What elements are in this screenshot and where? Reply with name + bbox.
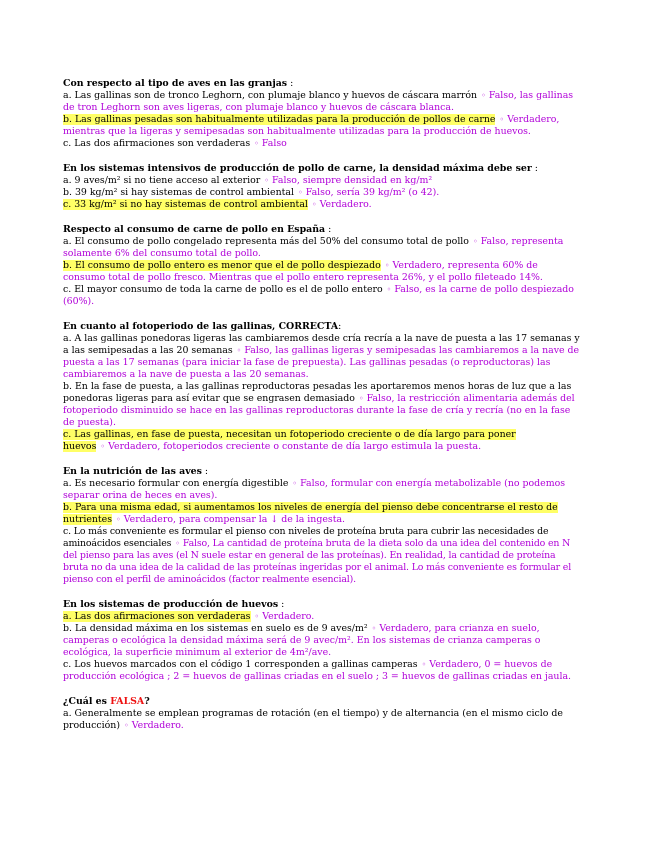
option-b: b. La densidad máxima en los sistemas en suelo es de 9 aves/m²◦ Verdadero, para crianza en suelo, camperas o ecológica la densidad máxima será de 9 avec/m². En los sistemas de crianza camperas o ecológica, la superficie minimum al exterior de 4m²/ave. [63,623,583,659]
question-5: En la nutrición de las aves : a. Es necesario formular con energía digestible◦ Falso, formular con energía metabolizable (no podemos separar orina de heces en aves). b. Para una misma edad, si aumentamos los niveles de energía del pienso debe concentrarse el resto de nutrientes◦ Verdadero, para compensar la ↓ de la ingesta. c. Lo más conveniente es formular el pienso con niveles de proteína bruta para cubrir las necesidades de aminoácidos esenciales◦ Falso, La cantidad de proteína bruta de la dieta solo da una idea del contenido en N del pienso para las aves (el N suele estar en general de las proteínas). En realidad, la cantidad de proteína bruta no da una idea de la calidad de las proteínas ingeridas por el animal. Lo más conveniente es formular el pienso con el perfil de aminoácidos (factor realmente esencial). [63,466,583,586]
answer-text: ◦ Verdadero, representa 60% de consumo total de pollo fresco. Mientras que el pollo entero representa 26%, y el pollo fileteado 14%. [63,260,543,283]
option-b: b. 39 kg/m² si hay sistemas de control ambiental◦ Falso, sería 39 kg/m² (o 42). [63,187,583,199]
question-3: Respecto al consumo de carne de pollo en España : a. El consumo de pollo congelado representa más del 50% del consumo total de pollo◦ Falso, representa solamente 6% del consumo total de pollo. b. El consumo de pollo entero es menor que el de pollo despiezado◦ Verdadero, representa 60% de consumo total de pollo fresco. Mientras que el pollo entero representa 26%, y el pollo fileteado 14%. c. El mayor consumo de toda la carne de pollo es el de pollo entero◦ Falso, es la carne de pollo despiezado (60%). [63,224,583,308]
answer-text: ◦ Falso, las gallinas de tron Leghorn son aves ligeras, con plumaje blanco y huevos de cáscara blanca. [63,90,573,113]
answer-text: ◦ Verdadero, 0 = huevos de producción ecológica ; 2 = huevos de gallinas criadas en el suelo ; 3 = huevos de gallinas criadas en jaula. [63,659,571,682]
option-c: c. 33 kg/m² si no hay sistemas de control ambiental◦ Verdadero. [63,199,583,211]
option-c: c. Lo más conveniente es formular el pienso con niveles de proteína bruta para cubrir las necesidades de aminoácidos esenciales◦ Falso, La cantidad de proteína bruta de la dieta solo da una idea del contenido en N del pienso para las aves (el N suele estar en general de las proteínas). En realidad, la cantidad de proteína bruta no da una idea de la calidad de las proteínas ingeridas por el animal. Lo más conveniente es formular el pienso con el perfil de aminoácidos (factor realmente esencial). [63,526,583,586]
question-title: En la nutrición de las aves [63,466,202,477]
answer-text: ◦ Falso, representa solamente 6% del consumo total de pollo. [63,236,563,259]
answer-text: ◦ Falso, la restricción alimentaria además del fotoperiodo disminuido se hace en las gallinas reproductoras durante la fase de cría y recría (no en la fase de puesta). [63,393,575,428]
question-title: En cuanto al fotoperiodo de las gallinas, CORRECTA [63,321,339,332]
answer-text: ◦ Verdadero, para compensar la ↓ de la ingesta. [112,514,345,525]
answer-text: ◦ Falso, La cantidad de proteína bruta de la dieta solo da una idea del contenido en N del pienso para las aves (el N suele estar en general de las proteínas). En realidad, la cantidad de proteína bruta no da una idea de la calidad de las proteínas ingeridas por el animal. Lo más conveniente es formular el pienso con el perfil de aminoácidos (factor realmente esencial). [63,538,571,585]
question-title: En los sistemas de producción de huevos [63,599,279,610]
answer-text: ◦ Falso, siempre densidad en kg/m² [260,175,432,186]
question-7: ¿Cuál es FALSA? a. Generalmente se emplean programas de rotación (en el tiempo) y de alternancia (en el mismo ciclo de producción)◦ Verdadero. [63,696,583,732]
question-title: Respecto al consumo de carne de pollo en España [63,224,326,235]
question-title: Con respecto al tipo de aves en las granjas [63,78,288,89]
question-2: En los sistemas intensivos de producción de pollo de carne, la densidad máxima debe ser : a. 9 aves/m² si no tiene acceso al exterior◦ Falso, siempre densidad en kg/m² b. 39 kg/m² si hay sistemas de control ambiental◦ Falso, sería 39 kg/m² (o 42). c. 33 kg/m² si no hay sistemas de control ambiental◦ Verdadero. [63,163,583,211]
answer-text: ◦ Falso, es la carne de pollo despiezado (60%). [63,284,574,307]
option-b: b. Las gallinas pesadas son habitualmente utilizadas para la producción de pollos de carne◦ Verdadero, mientras que la ligeras y semipesadas son habitualmente utilizadas para la producción de huevos. [63,114,583,138]
option-a: a. Las gallinas son de tronco Leghorn, con plumaje blanco y huevos de cáscara marrón◦ Falso, las gallinas de tron Leghorn son aves ligeras, con plumaje blanco y huevos de cáscara blanca. [63,90,583,114]
option-b: b. En la fase de puesta, a las gallinas reproductoras pesadas les aportaremos menos horas de luz que a las ponedoras ligeras para así evitar que se engrasen demasiado◦ Falso, la restricción alimentaria además del fotoperiodo disminuido se hace en las gallinas reproductoras durante la fase de cría y recría (no en la fase de puesta). [63,381,583,429]
question-title: En los sistemas intensivos de producción de pollo de carne, la densidad máxima debe ser [63,163,532,174]
question-1: Con respecto al tipo de aves en las granjas : a. Las gallinas son de tronco Leghorn, con plumaje blanco y huevos de cáscara marrón◦ Falso, las gallinas de tron Leghorn son aves ligeras, con plumaje blanco y huevos de cáscara blanca. b. Las gallinas pesadas son habitualmente utilizadas para la producción de pollos de carne◦ Verdadero, mientras que la ligeras y semipesadas son habitualmente utilizadas para la producción de huevos. c. Las dos afirmaciones son verdaderas◦ Falso [63,78,583,150]
answer-text: ◦ Falso, las gallinas ligeras y semipesadas las cambiaremos a la nave de puesta a las 17 semanas (para iniciar la fase de prepuesta). Las gallinas pesadas (o reproductoras) las cambiaremos a la nave de puesta a las 20 semanas. [63,345,579,380]
falsa-emphasis: FALSA [110,696,145,707]
quiz-content [63,78,583,745]
option-a: a. Generalmente se emplean programas de rotación (en el tiempo) y de alternancia (en el mismo ciclo de producción)◦ Verdadero. [63,708,583,732]
answer-text: ◦ Verdadero. [308,199,372,210]
option-c: c. Los huevos marcados con el código 1 corresponden a gallinas camperas◦ Verdadero, 0 = huevos de producción ecológica ; 2 = huevos de gallinas criadas en el suelo ; 3 = huevos de gallinas criadas en jaula. [63,659,583,683]
answer-text: ◦ Falso [250,138,287,149]
option-a: a. 9 aves/m² si no tiene acceso al exterior◦ Falso, siempre densidad en kg/m² [63,175,583,187]
question-6: En los sistemas de producción de huevos : a. Las dos afirmaciones son verdaderas◦ Verdadero. b. La densidad máxima en los sistemas en suelo es de 9 aves/m²◦ Verdadero, para crianza en suelo, camperas o ecológica la densidad máxima será de 9 avec/m². En los sistemas de crianza camperas o ecológica, la superficie minimum al exterior de 4m²/ave. c. Los huevos marcados con el código 1 corresponden a gallinas camperas◦ Verdadero, 0 = huevos de producción ecológica ; 2 = huevos de gallinas criadas en el suelo ; 3 = huevos de gallinas criadas en jaula. [63,599,583,683]
option-c: c. Las gallinas, en fase de puesta, necesitan un fotoperiodo creciente o de día largo para poner huevos◦ Verdadero, fotoperiodos creciente o constante de día largo estimula la puesta. [63,429,583,453]
answer-text: ◦ Falso, formular con energía metabolizable (no podemos separar orina de heces en aves). [63,478,565,501]
answer-text: ◦ Verdadero, mientras que la ligeras y semipesadas son habitualmente utilizadas para la producción de huevos. [63,114,559,137]
answer-text: ◦ Falso, sería 39 kg/m² (o 42). [294,187,439,198]
answer-text: ◦ Verdadero, para crianza en suelo, camperas o ecológica la densidad máxima será de 9 avec/m². En los sistemas de crianza camperas o ecológica, la superficie minimum al exterior de 4m²/ave. [63,623,540,658]
question-4: En cuanto al fotoperiodo de las gallinas, CORRECTA: a. A las gallinas ponedoras ligeras las cambiaremos desde cría recría a la nave de puesta a las 17 semanas y a las semipesadas a las 20 semanas◦ Falso, las gallinas ligeras y semipesadas las cambiaremos a la nave de puesta a las 17 semanas (para iniciar la fase de prepuesta). Las gallinas pesadas (o reproductoras) las cambiaremos a la nave de puesta a las 20 semanas. b. En la fase de puesta, a las gallinas reproductoras pesadas les aportaremos menos horas de luz que a las ponedoras ligeras para así evitar que se engrasen demasiado◦ Falso, la restricción alimentaria además del fotoperiodo disminuido se hace en las gallinas reproductoras durante la fase de cría y recría (no en la fase de puesta). c. Las gallinas, en fase de puesta, necesitan un fotoperiodo creciente o de día largo para poner huevos◦ Verdadero, fotoperiodos creciente o constante de día largo estimula la puesta. [63,321,583,453]
answer-text: ◦ Verdadero. [251,611,315,622]
option-b: b. El consumo de pollo entero es menor que el de pollo despiezado◦ Verdadero, representa 60% de consumo total de pollo fresco. Mientras que el pollo entero representa 26%, y el pollo fileteado 14%. [63,260,583,284]
answer-text: ◦ Verdadero, fotoperiodos creciente o constante de día largo estimula la puesta. [96,441,481,452]
answer-text: ◦ Verdadero. [120,720,184,731]
option-b: b. Para una misma edad, si aumentamos los niveles de energía del pienso debe concentrarse el resto de nutrientes◦ Verdadero, para compensar la ↓ de la ingesta. [63,502,583,526]
option-c: c. Las dos afirmaciones son verdaderas◦ Falso [63,138,583,150]
option-a: a. A las gallinas ponedoras ligeras las cambiaremos desde cría recría a la nave de puesta a las 17 semanas y a las semipesadas a las 20 semanas◦ Falso, las gallinas ligeras y semipesadas las cambiaremos a la nave de puesta a las 17 semanas (para iniciar la fase de prepuesta). Las gallinas pesadas (o reproductoras) las cambiaremos a la nave de puesta a las 20 semanas. [63,333,583,381]
option-c: c. El mayor consumo de toda la carne de pollo es el de pollo entero◦ Falso, es la carne de pollo despiezado (60%). [63,284,583,308]
option-a: a. El consumo de pollo congelado representa más del 50% del consumo total de pollo◦ Falso, representa solamente 6% del consumo total de pollo. [63,236,583,260]
option-a: a. Es necesario formular con energía digestible◦ Falso, formular con energía metabolizable (no podemos separar orina de heces en aves). [63,478,583,502]
option-a: a. Las dos afirmaciones son verdaderas◦ Verdadero. [63,611,583,623]
